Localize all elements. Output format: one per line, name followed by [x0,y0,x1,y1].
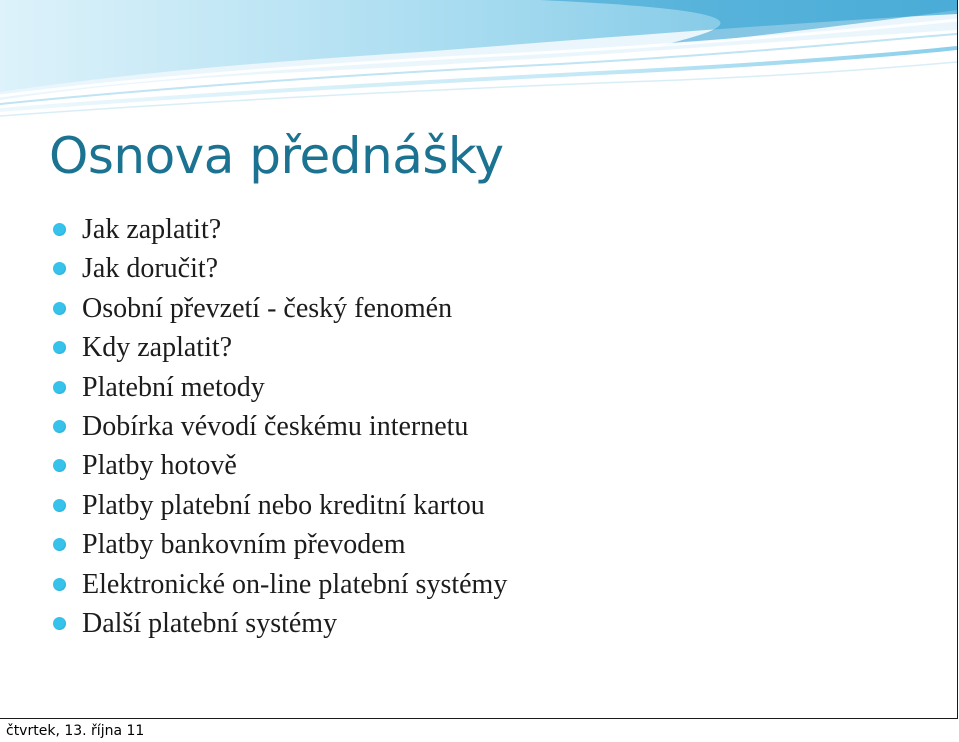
bullet-dot-icon [53,617,66,630]
bullet-item [0,289,507,328]
footer-date: čtvrtek, 13. října 11 [6,723,145,739]
bullet-item [0,486,507,525]
bullet-dot-icon [53,459,66,472]
bullet-item [0,604,507,643]
bullet-label: Platby platební nebo kreditní kartou [82,489,485,521]
bullet-item [0,446,507,485]
bullet-item [0,407,507,446]
slide-title: Osnova přednášky [49,127,504,185]
bullet-dot-icon [53,223,66,236]
bullet-item [0,210,507,249]
bullet-label: Platby bankovním převodem [82,529,406,561]
bullet-item [0,249,507,288]
bullet-item [0,565,507,604]
bullet-label: Elektronické on-line platební systémy [82,568,508,600]
bullet-label: Jak doručit? [82,253,219,285]
bullet-label: Další platební systémy [82,607,338,639]
bullet-dot-icon [53,578,66,591]
bullet-label: Dobírka vévodí českému internetu [82,410,469,442]
bullet-label: Platební metody [82,371,265,403]
bullet-dot-icon [53,341,66,354]
bullet-label: Platby hotově [82,450,237,482]
header-wave-decoration [0,0,957,120]
bullet-dot-icon [53,538,66,551]
bullet-dot-icon [53,302,66,315]
bullet-dot-icon [53,381,66,394]
bullet-item [0,525,507,564]
bullet-dot-icon [53,420,66,433]
bullet-item [0,328,507,367]
bullet-label: Osobní převzetí - český fenomén [82,292,453,324]
bullet-dot-icon [53,262,66,275]
bullet-dot-icon [53,499,66,512]
bullet-list [0,210,507,643]
bullet-label: Jak zaplatit? [82,214,222,245]
bullet-label: Kdy zaplatit? [82,332,233,364]
bullet-item [0,368,507,407]
